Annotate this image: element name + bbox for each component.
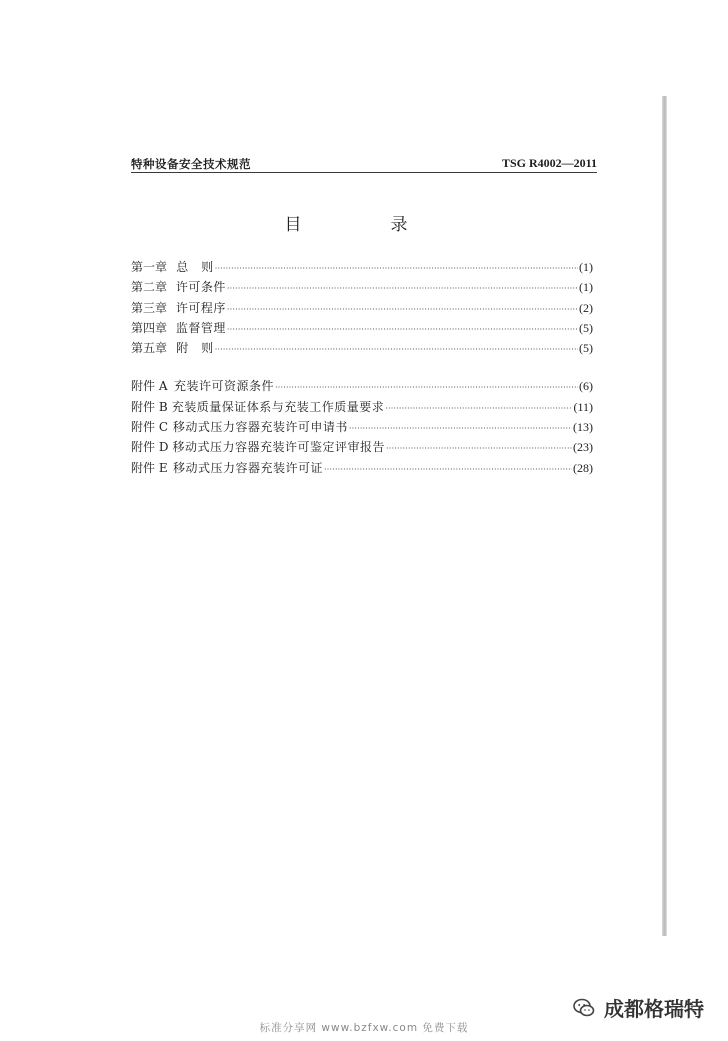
toc-page-number: (1) <box>579 260 593 274</box>
toc-leader-dots <box>275 376 578 398</box>
toc-leader-dots <box>386 437 572 459</box>
toc-page-number: (11) <box>573 399 593 414</box>
toc-group-spacer <box>131 358 593 376</box>
watermark-brand-text: 成都格瑞特 <box>604 997 704 1021</box>
toc-chapter-number: 第三章 <box>131 300 168 315</box>
toc-page-number: (6) <box>579 379 593 394</box>
toc-page-number: (5) <box>579 320 593 335</box>
toc-row-annex-e[interactable] <box>131 458 593 478</box>
toc-chapter-number: 第二章 <box>131 280 168 295</box>
toc-row-annex-d[interactable] <box>131 437 593 457</box>
toc-row-chapter-1[interactable] <box>131 257 593 277</box>
toc-chapter-title: 许可条件 <box>175 280 226 295</box>
toc-annex-title: 充装许可资源条件 <box>174 379 275 394</box>
wechat-logo-icon <box>572 996 596 1020</box>
toc-leader-dots <box>215 257 578 279</box>
page-header <box>131 152 597 172</box>
toc-annex-label: 附件 B <box>131 399 168 414</box>
toc-row-annex-a[interactable] <box>131 376 593 396</box>
toc-chapter-number: 第四章 <box>131 320 168 335</box>
toc-chapter-title: 监督管理 <box>175 320 226 335</box>
toc-leader-dots <box>385 397 572 419</box>
toc-chapter-title: 总 则 <box>176 260 214 274</box>
table-of-contents <box>131 257 593 478</box>
toc-annex-title: 移动式压力容器充装许可证 <box>172 460 323 475</box>
toc-annex-title: 移动式压力容器充装许可鉴定评审报告 <box>172 440 385 455</box>
toc-row-annex-b[interactable] <box>131 397 593 417</box>
toc-leader-dots <box>227 298 578 320</box>
toc-chapter-title: 许可程序 <box>175 300 226 315</box>
toc-annex-title: 充装质量保证体系与充装工作质量要求 <box>171 399 385 414</box>
toc-annex-title: 移动式压力容器充装许可申请书 <box>172 420 348 435</box>
toc-chapter-number: 第一章 <box>131 260 168 274</box>
header-standard-code: TSG R4002—2011 <box>501 156 597 170</box>
toc-row-chapter-5[interactable] <box>131 338 593 358</box>
toc-leader-dots <box>349 417 572 439</box>
toc-annex-label: 附件 E <box>131 460 168 475</box>
toc-annex-label: 附件 C <box>131 420 168 435</box>
header-standard-series: 特种设备安全技术规范 <box>131 157 251 171</box>
header-rule <box>131 172 597 173</box>
toc-page-number: (1) <box>579 280 593 295</box>
footer-source-line: 标准分享网 www.bzfxw.com 免费下载 <box>259 1022 469 1034</box>
toc-page-number: (5) <box>579 341 593 356</box>
toc-annex-label: 附件 A <box>131 379 168 394</box>
page-title: 目 录 <box>284 215 444 235</box>
toc-page-number: (23) <box>573 440 593 455</box>
toc-annex-label: 附件 D <box>131 440 169 455</box>
toc-page-number: (2) <box>579 300 593 315</box>
toc-row-chapter-2[interactable] <box>131 277 593 297</box>
toc-chapter-title: 附 则 <box>176 341 214 356</box>
toc-leader-dots <box>227 277 578 299</box>
toc-chapter-number: 第五章 <box>131 341 168 356</box>
toc-page-number: (28) <box>573 460 593 475</box>
toc-leader-dots <box>324 458 572 480</box>
watermark-brand <box>572 993 704 1022</box>
toc-leader-dots <box>215 338 578 360</box>
toc-row-annex-c[interactable] <box>131 417 593 437</box>
toc-row-chapter-4[interactable] <box>131 318 593 338</box>
toc-leader-dots <box>227 318 578 340</box>
toc-row-chapter-3[interactable] <box>131 298 593 318</box>
toc-page-number: (13) <box>573 420 593 435</box>
